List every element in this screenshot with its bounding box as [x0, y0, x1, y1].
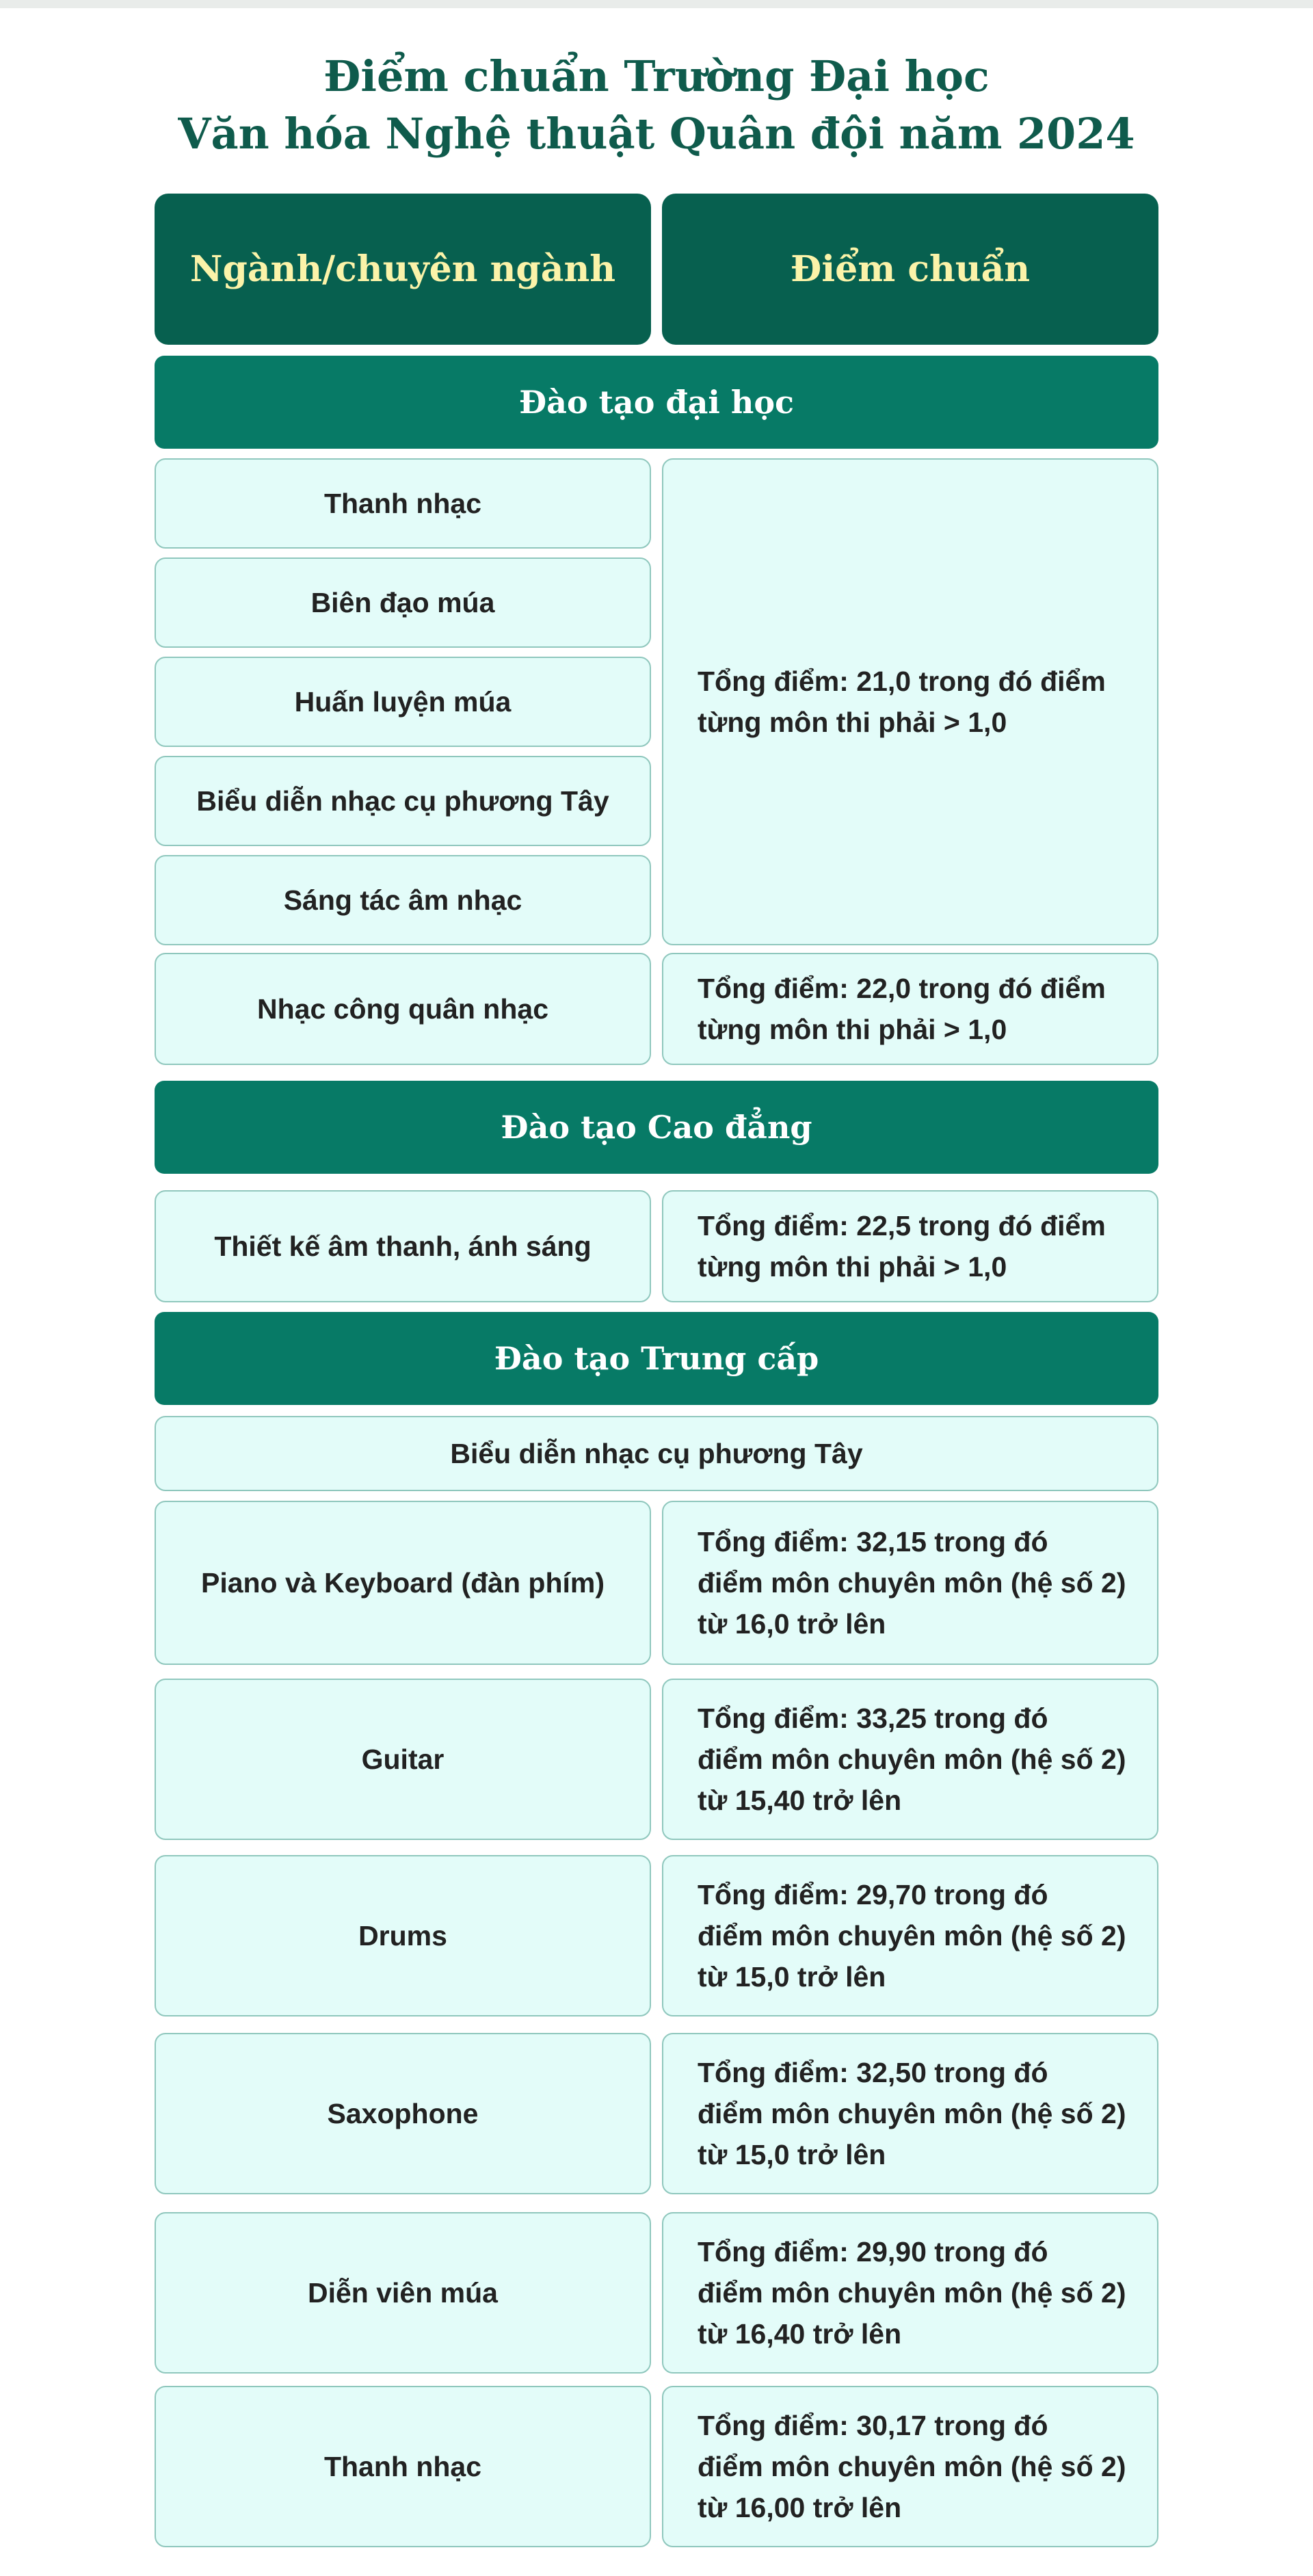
major-drums: Drums [155, 1855, 651, 2016]
header-major: Ngành/chuyên ngành [155, 194, 651, 345]
major-thiet-ke-am-thanh: Thiết kế âm thanh, ánh sáng [155, 1190, 651, 1302]
score-line: từ 16,0 trở lên [698, 1608, 886, 1640]
score-dien-vien-mua [662, 2212, 1158, 2374]
score-line: điểm môn chuyên môn (hệ số 2) [698, 1744, 1126, 1775]
subheader-bieu-dien-nhac-cu: Biểu diễn nhạc cụ phương Tây [155, 1416, 1158, 1491]
score-line: Tổng điểm: 32,15 trong đó [698, 1526, 1048, 1558]
score-line: điểm môn chuyên môn (hệ số 2) [698, 1567, 1126, 1599]
score-line: Tổng điểm: 29,70 trong đó [698, 1879, 1048, 1910]
score-line: Tổng điểm: 33,25 trong đó [698, 1703, 1048, 1734]
major-nhac-cong-quan-nhac: Nhạc công quân nhạc [155, 953, 651, 1065]
score-guitar [662, 1679, 1158, 1840]
score-line: Tổng điểm: 22,0 trong đó điểm [698, 973, 1106, 1004]
score-line: điểm môn chuyên môn (hệ số 2) [698, 1920, 1126, 1951]
major-saxophone: Saxophone [155, 2033, 651, 2194]
score-line: từ 16,00 trở lên [698, 2492, 902, 2523]
score-thiet-ke-am-thanh [662, 1190, 1158, 1302]
header-score: Điểm chuẩn [662, 194, 1158, 345]
score-line: từ 16,40 trở lên [698, 2318, 902, 2350]
score-line: từng môn thi phải > 1,0 [698, 707, 1007, 738]
score-saxophone [662, 2033, 1158, 2194]
score-line: Tổng điểm: 22,5 trong đó điểm [698, 1210, 1106, 1241]
score-thanh-nhac-trung-cap [662, 2386, 1158, 2547]
section-dai-hoc: Đào tạo đại học [155, 356, 1158, 449]
score-line: từng môn thi phải > 1,0 [698, 1251, 1007, 1283]
major-guitar: Guitar [155, 1679, 651, 1840]
title-line-1: Điểm chuẩn Trường Đại học [323, 51, 990, 101]
score-drums [662, 1855, 1158, 2016]
major-thanh-nhac-trung-cap: Thanh nhạc [155, 2386, 651, 2547]
page-title [0, 48, 1313, 163]
major-huan-luyen-mua: Huấn luyện múa [155, 657, 651, 747]
major-bien-dao-mua: Biên đạo múa [155, 557, 651, 648]
score-line: điểm môn chuyên môn (hệ số 2) [698, 2451, 1126, 2482]
score-line: từ 15,0 trở lên [698, 2139, 886, 2170]
major-sang-tac-am-nhac: Sáng tác âm nhạc [155, 855, 651, 945]
major-piano-keyboard: Piano và Keyboard (đàn phím) [155, 1501, 651, 1665]
section-trung-cap: Đào tạo Trung cấp [155, 1312, 1158, 1405]
score-line: Tổng điểm: 21,0 trong đó điểm [698, 666, 1106, 697]
title-line-2: Văn hóa Nghệ thuật Quân đội năm 2024 [178, 109, 1135, 159]
top-bar [0, 0, 1313, 8]
score-line: từng môn thi phải > 1,0 [698, 1014, 1007, 1045]
score-line: Tổng điểm: 30,17 trong đó [698, 2410, 1048, 2441]
score-line: từ 15,0 trở lên [698, 1961, 886, 1993]
score-nhac-cong-quan-nhac [662, 953, 1158, 1065]
score-group-dai-hoc [662, 458, 1158, 945]
score-piano-keyboard [662, 1501, 1158, 1665]
major-thanh-nhac: Thanh nhạc [155, 458, 651, 549]
score-line: từ 15,40 trở lên [698, 1785, 902, 1816]
score-line: điểm môn chuyên môn (hệ số 2) [698, 2098, 1126, 2129]
score-line: Tổng điểm: 32,50 trong đó [698, 2057, 1048, 2088]
section-cao-dang: Đào tạo Cao đẳng [155, 1081, 1158, 1174]
score-line: điểm môn chuyên môn (hệ số 2) [698, 2277, 1126, 2309]
major-dien-vien-mua: Diễn viên múa [155, 2212, 651, 2374]
score-line: Tổng điểm: 29,90 trong đó [698, 2236, 1048, 2268]
major-bieu-dien-nhac-cu: Biểu diễn nhạc cụ phương Tây [155, 756, 651, 846]
